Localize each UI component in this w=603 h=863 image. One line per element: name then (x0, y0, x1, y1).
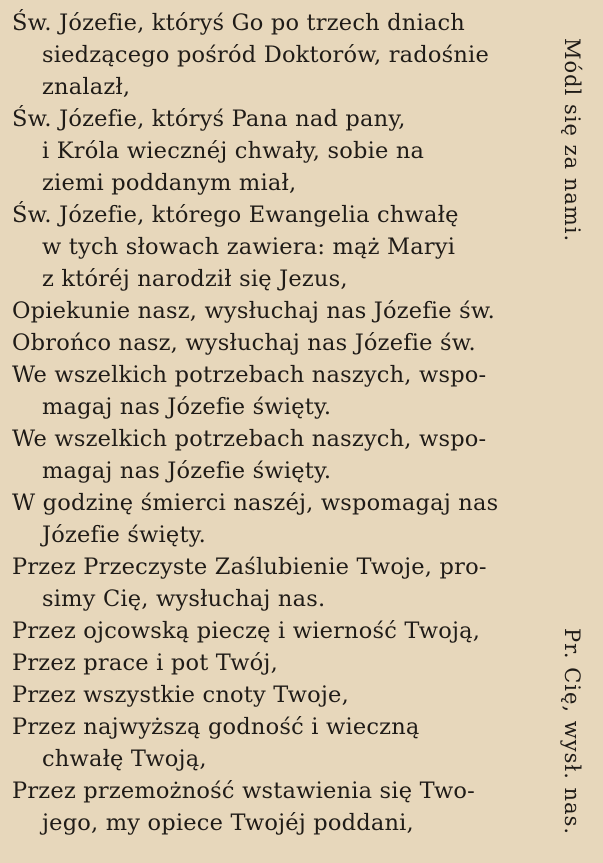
litany-entry (12, 103, 555, 199)
litany-entry (12, 551, 555, 615)
litany-entry (12, 423, 555, 487)
text-line: Św. Józefie, którego Ewangelia chwałę (12, 202, 459, 228)
text-line: jego, my opiece Twojéj poddani, (42, 810, 414, 836)
text-line: magaj nas Józefie święty. (42, 394, 332, 420)
text-line: ziemi poddanym miał, (42, 170, 297, 196)
litany-entry (12, 359, 555, 423)
litany-entry (12, 199, 555, 295)
litany-text (12, 7, 555, 839)
litany-entry (12, 711, 555, 775)
text-line: chwałę Twoją, (42, 746, 207, 772)
text-line: Św. Józefie, któryś Go po trzech dniach (12, 10, 465, 36)
text-line: siedzącego pośród Doktorów, radośnie (42, 42, 489, 68)
litany-entry (12, 615, 555, 647)
text-line: z któréj narodził się Jezus, (42, 266, 348, 292)
text-line: znalazł, (42, 74, 131, 100)
text-line: Przez przemożność wstawienia się Two- (12, 778, 475, 804)
text-line: Przez ojcowską pieczę i wierność Twoją, (12, 618, 481, 644)
text-line: i Króla wiecznéj chwały, sobie na (42, 138, 425, 164)
litany-entry (12, 327, 555, 359)
side-response-top: Módl się za nami. (560, 38, 584, 243)
litany-entry (12, 775, 555, 839)
text-line: Józefie święty. (42, 522, 206, 548)
text-line: Przez Przeczyste Zaślubienie Twoje, pro- (12, 554, 487, 580)
text-line: Św. Józefie, któryś Pana nad pany, (12, 106, 406, 132)
litany-entry (12, 7, 555, 103)
litany-entry (12, 679, 555, 711)
text-line: We wszelkich potrzebach naszych, wspo- (12, 426, 487, 452)
litany-entry (12, 295, 555, 327)
text-line: w tych słowach zawiera: mąż Maryi (42, 234, 456, 260)
text-line: magaj nas Józefie święty. (42, 458, 332, 484)
text-line: Przez najwyższą godność i wieczną (12, 714, 420, 740)
side-response-bottom: Pr. Cię, wysł. nas. (560, 628, 584, 836)
text-line: W godzinę śmierci naszéj, wspomagaj nas (12, 490, 499, 516)
text-line: simy Cię, wysłuchaj nas. (42, 586, 326, 612)
text-line: Przez wszystkie cnoty Twoje, (12, 682, 349, 708)
text-line: We wszelkich potrzebach naszych, wspo- (12, 362, 487, 388)
text-line: Przez prace i pot Twój, (12, 650, 278, 676)
text-line: Opiekunie nasz, wysłuchaj nas Józefie św. (12, 298, 496, 324)
litany-entry (12, 487, 555, 551)
litany-entry (12, 647, 555, 679)
text-line: Obrońco nasz, wysłuchaj nas Józefie św. (12, 330, 476, 356)
